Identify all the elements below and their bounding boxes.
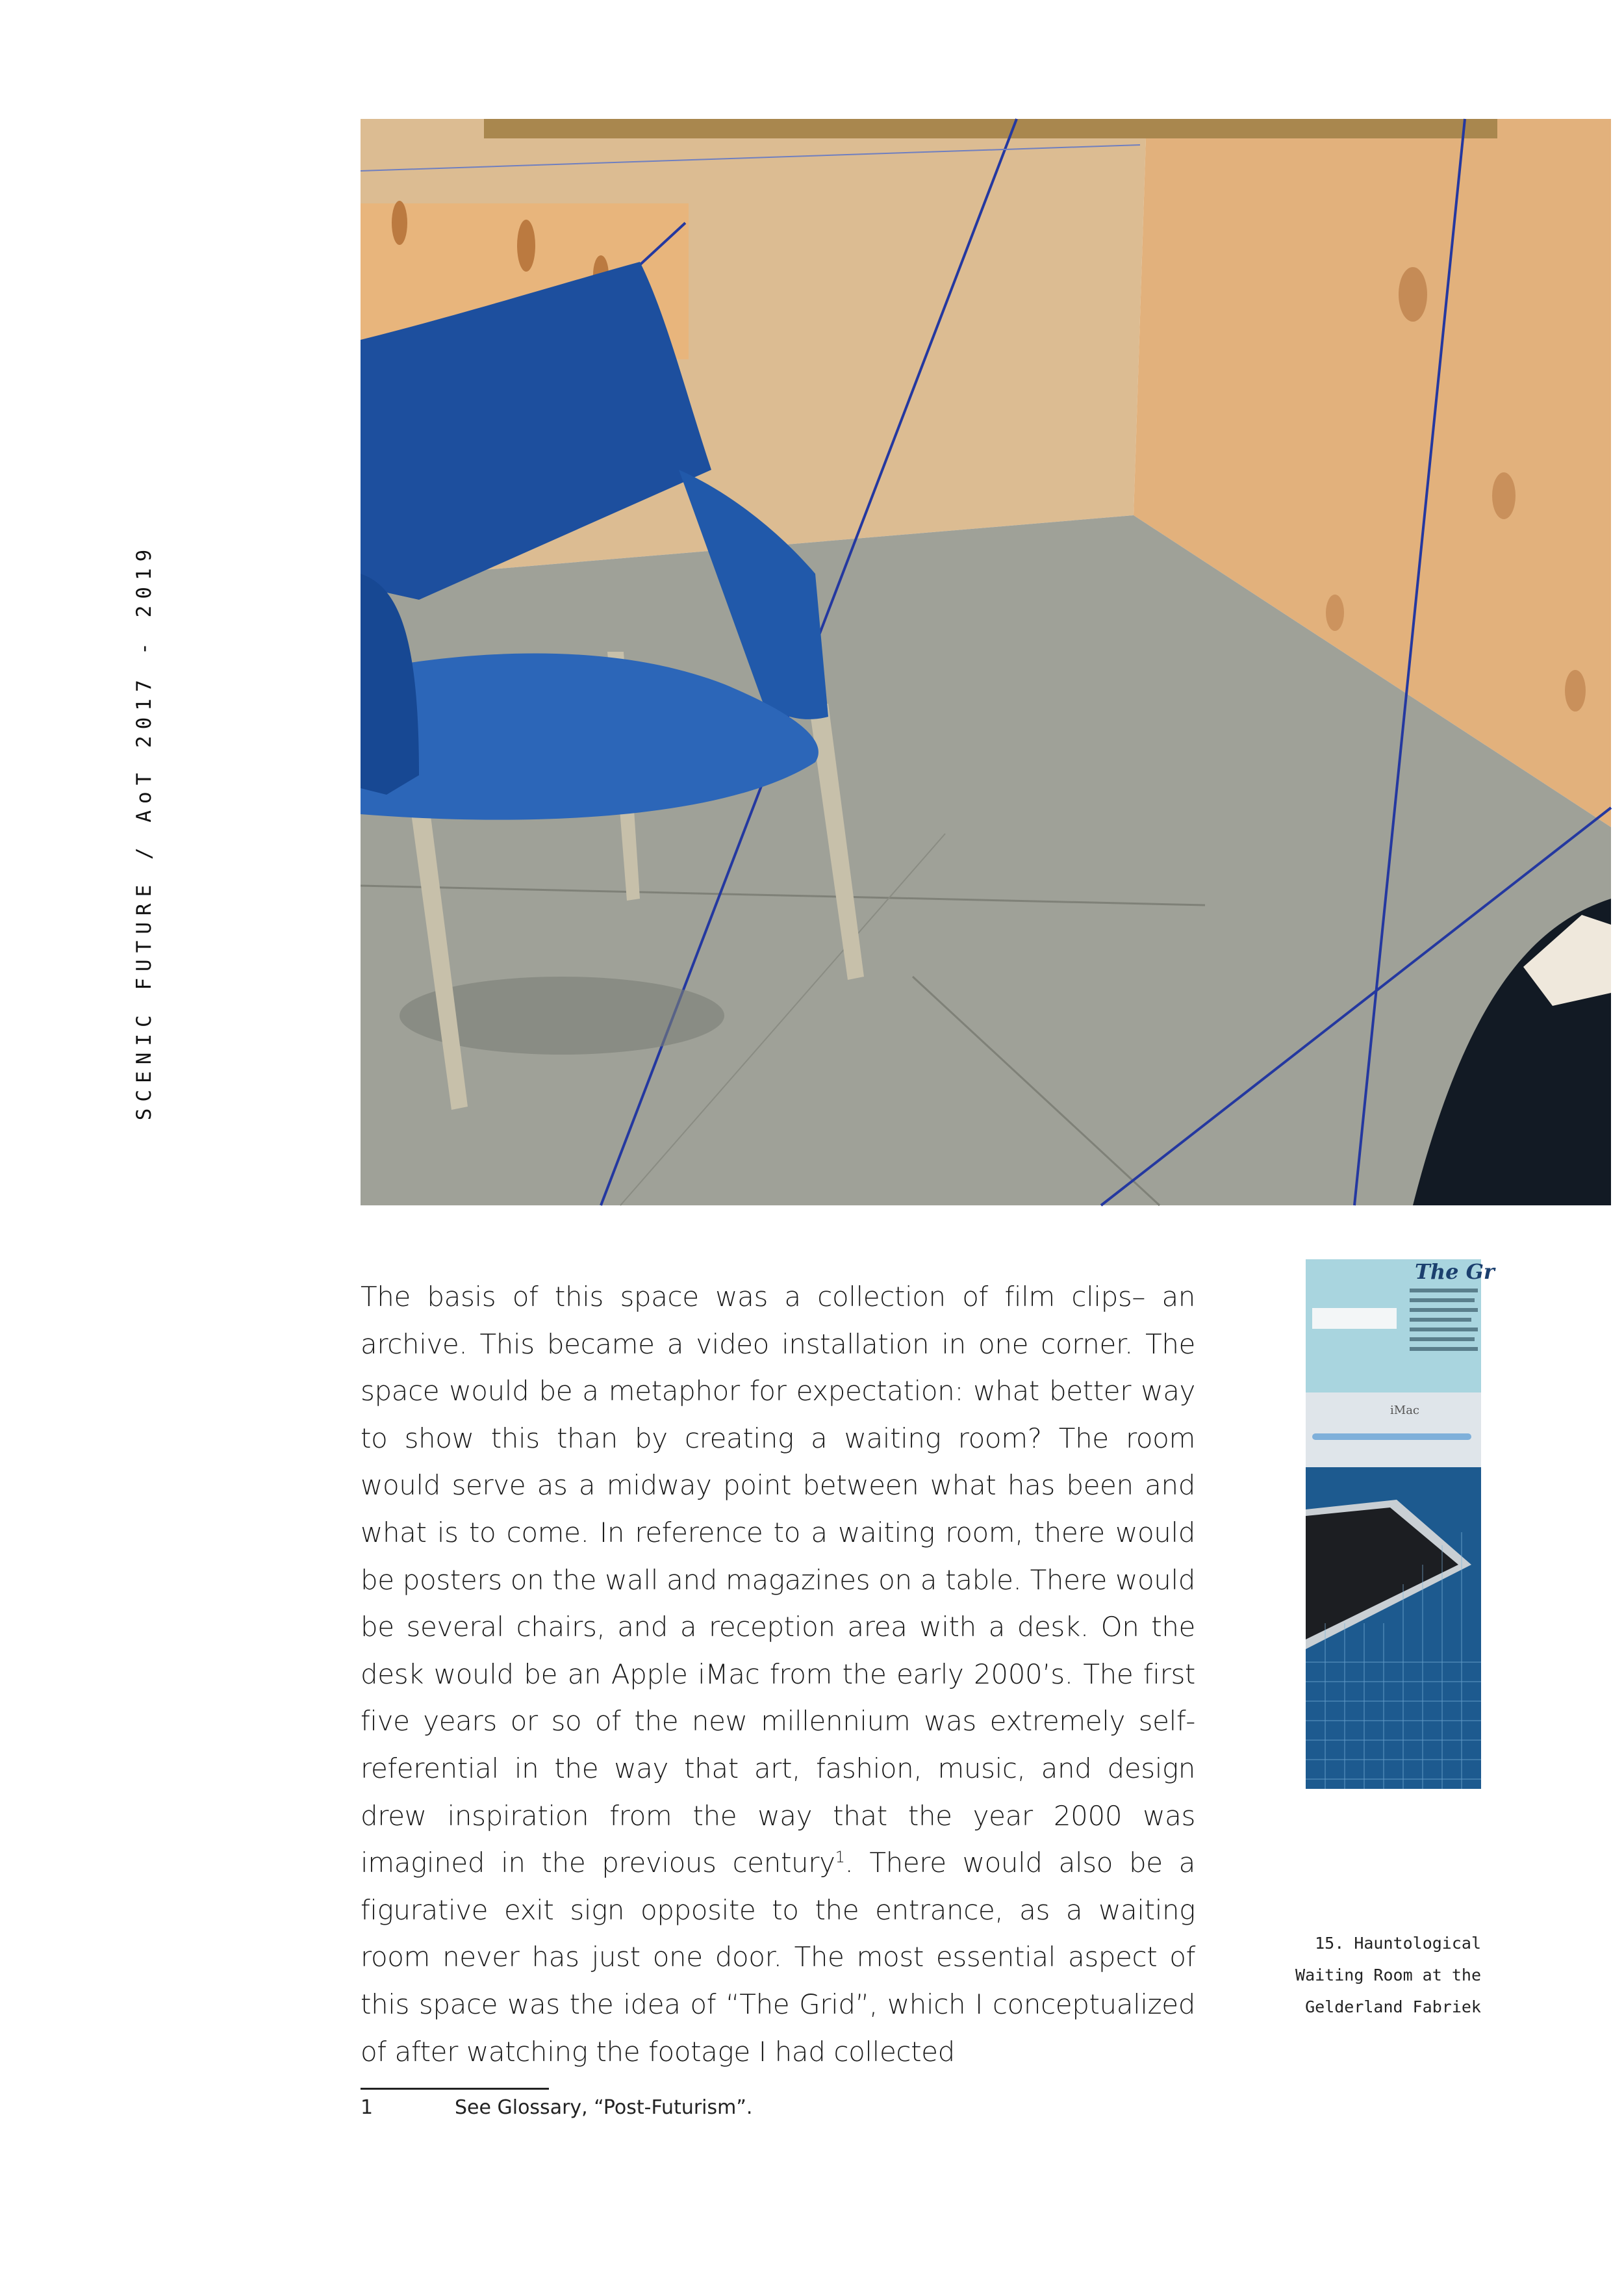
footnote-number: 1 xyxy=(361,2096,374,2119)
body-text-part-1: The basis of this space was a collection of film clips– an archive. This became a video installation in one corner. The space would be a metaphor for expectation: what better way to show this than by creating a waiting room? The room would serve as a midway point between what has been and what is to come. In reference to a waiting room, there would be posters on the wall and magazines on a table. There would be several chairs, and a reception area with a desk. On the desk would be an Apple iMac from the early 2000’s. The first five years or so of the new millennium was extremely self-referential in the way that art, fashion, music, and design drew inspiration from the way that the year 2000 was imagined in the previous century xyxy=(361,1281,1195,1879)
imac-photo xyxy=(1306,1259,1495,1789)
body-text-part-2: . There would also be a figurative exit sign opposite to the entrance, as a waiting room never has just one door. The most essential aspect of this space was the idea of “The Grid”, which I conceptualized of after watching the footage I had collected xyxy=(361,1847,1195,2068)
imac-brand-label: iMac xyxy=(1390,1404,1419,1417)
footnote-reference[interactable]: 1 xyxy=(835,1848,845,1867)
screen-heading: The Gr xyxy=(1415,1259,1495,1284)
running-header: SCENIC FUTURE / AoT 2017 - 2019 xyxy=(133,543,156,1121)
body-paragraph xyxy=(361,1274,1195,2075)
figure-caption: 15. Hauntological Waiting Room at the Gelderland Fabriek xyxy=(1295,1934,1481,2016)
footnote-divider xyxy=(361,2088,549,2090)
footnote-text: See Glossary, “Post-Futurism”. xyxy=(455,2096,753,2119)
waiting-room-photo xyxy=(361,119,1611,1205)
footnote xyxy=(361,2094,752,2122)
